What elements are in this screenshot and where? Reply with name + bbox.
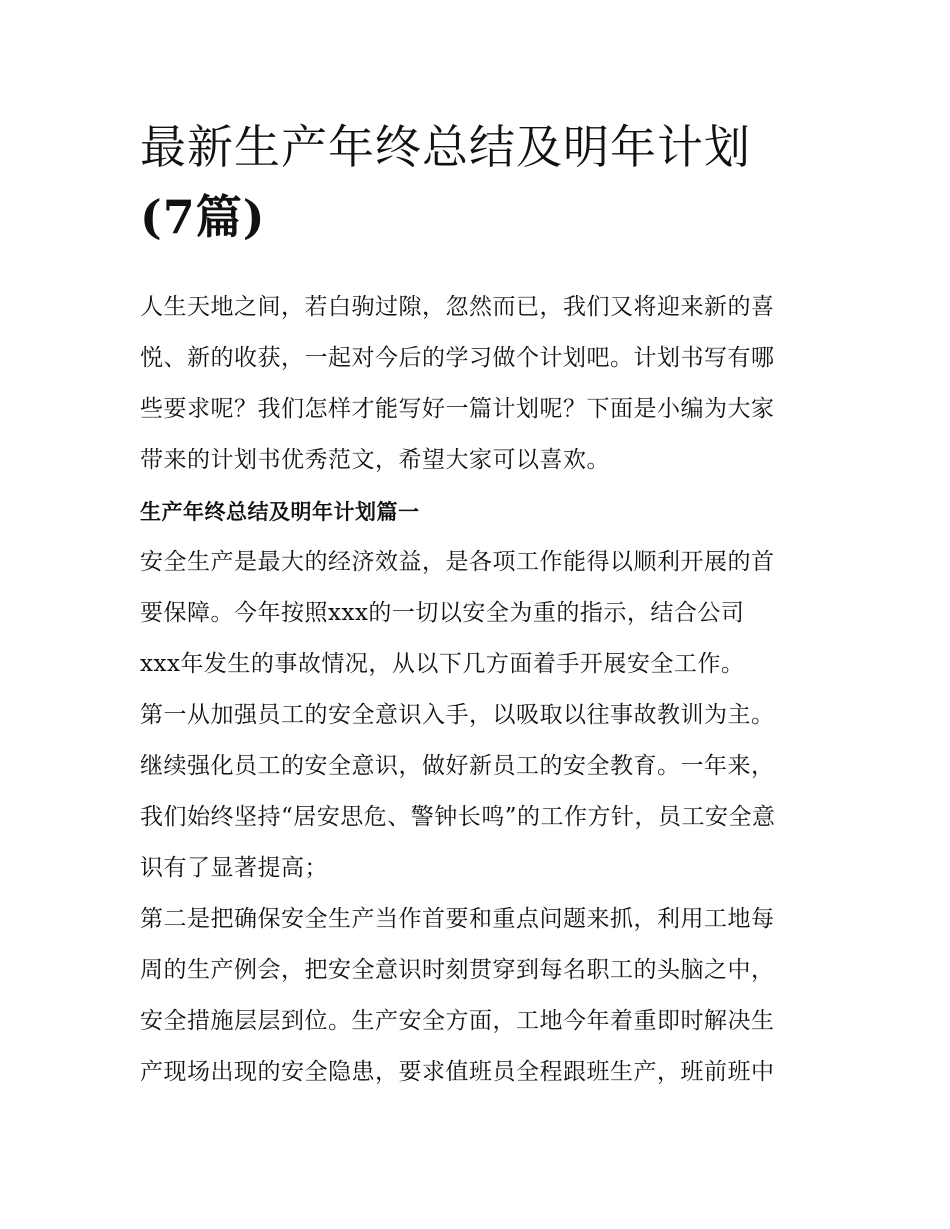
text-line: 安全生产是最大的经济效益，是各项工作能得以顺利开展的首 [140, 549, 775, 575]
body-paragraph-2 [140, 690, 820, 894]
text-line: 周的生产例会，把安全意识时刻贯穿到每名职工的头脑之中， [140, 957, 775, 983]
text-line: 识有了显著提高； [140, 855, 328, 881]
body-paragraph-3 [140, 894, 820, 1098]
intro-paragraph [140, 282, 820, 486]
text-line: xxx年发生的事故情况，从以下几方面着手开展安全工作。 [140, 651, 745, 677]
text-line: 带来的计划书优秀范文，希望大家可以喜欢。 [140, 447, 610, 473]
text-line: 悦、新的收获，一起对今后的学习做个计划吧。计划书写有哪 [140, 345, 775, 371]
body-paragraph-1 [140, 537, 820, 690]
text-line: 人生天地之间，若白驹过隙，忽然而已，我们又将迎来新的喜 [140, 294, 775, 320]
text-line: 产现场出现的安全隐患，要求值班员全程跟班生产，班前班中 [140, 1059, 775, 1085]
text-line: 我们始终坚持“居安思危、警钟长鸣”的工作方针，员工安全意 [140, 804, 776, 830]
title-line-1: 最新生产年终总结及明年计划 [140, 120, 751, 174]
text-line: 要保障。今年按照xxx的一切以安全为重的指示，结合公司 [140, 600, 745, 626]
text-line: 继续强化员工的安全意识，做好新员工的安全教育。一年来， [140, 753, 775, 779]
document-title [140, 112, 820, 252]
text-line: 安全措施层层到位。生产安全方面，工地今年着重即时解决生 [140, 1008, 775, 1034]
document-body [140, 112, 820, 1098]
title-line-2: (7篇) [140, 190, 266, 244]
text-line: 些要求呢？我们怎样才能写好一篇计划呢？下面是小编为大家 [140, 396, 775, 422]
text-line: 第一从加强员工的安全意识入手，以吸取以往事故教训为主。 [140, 702, 775, 728]
section-heading: 生产年终总结及明年计划篇一 [140, 499, 420, 524]
text-line: 第二是把确保安全生产当作首要和重点问题来抓，利用工地每 [140, 906, 775, 932]
